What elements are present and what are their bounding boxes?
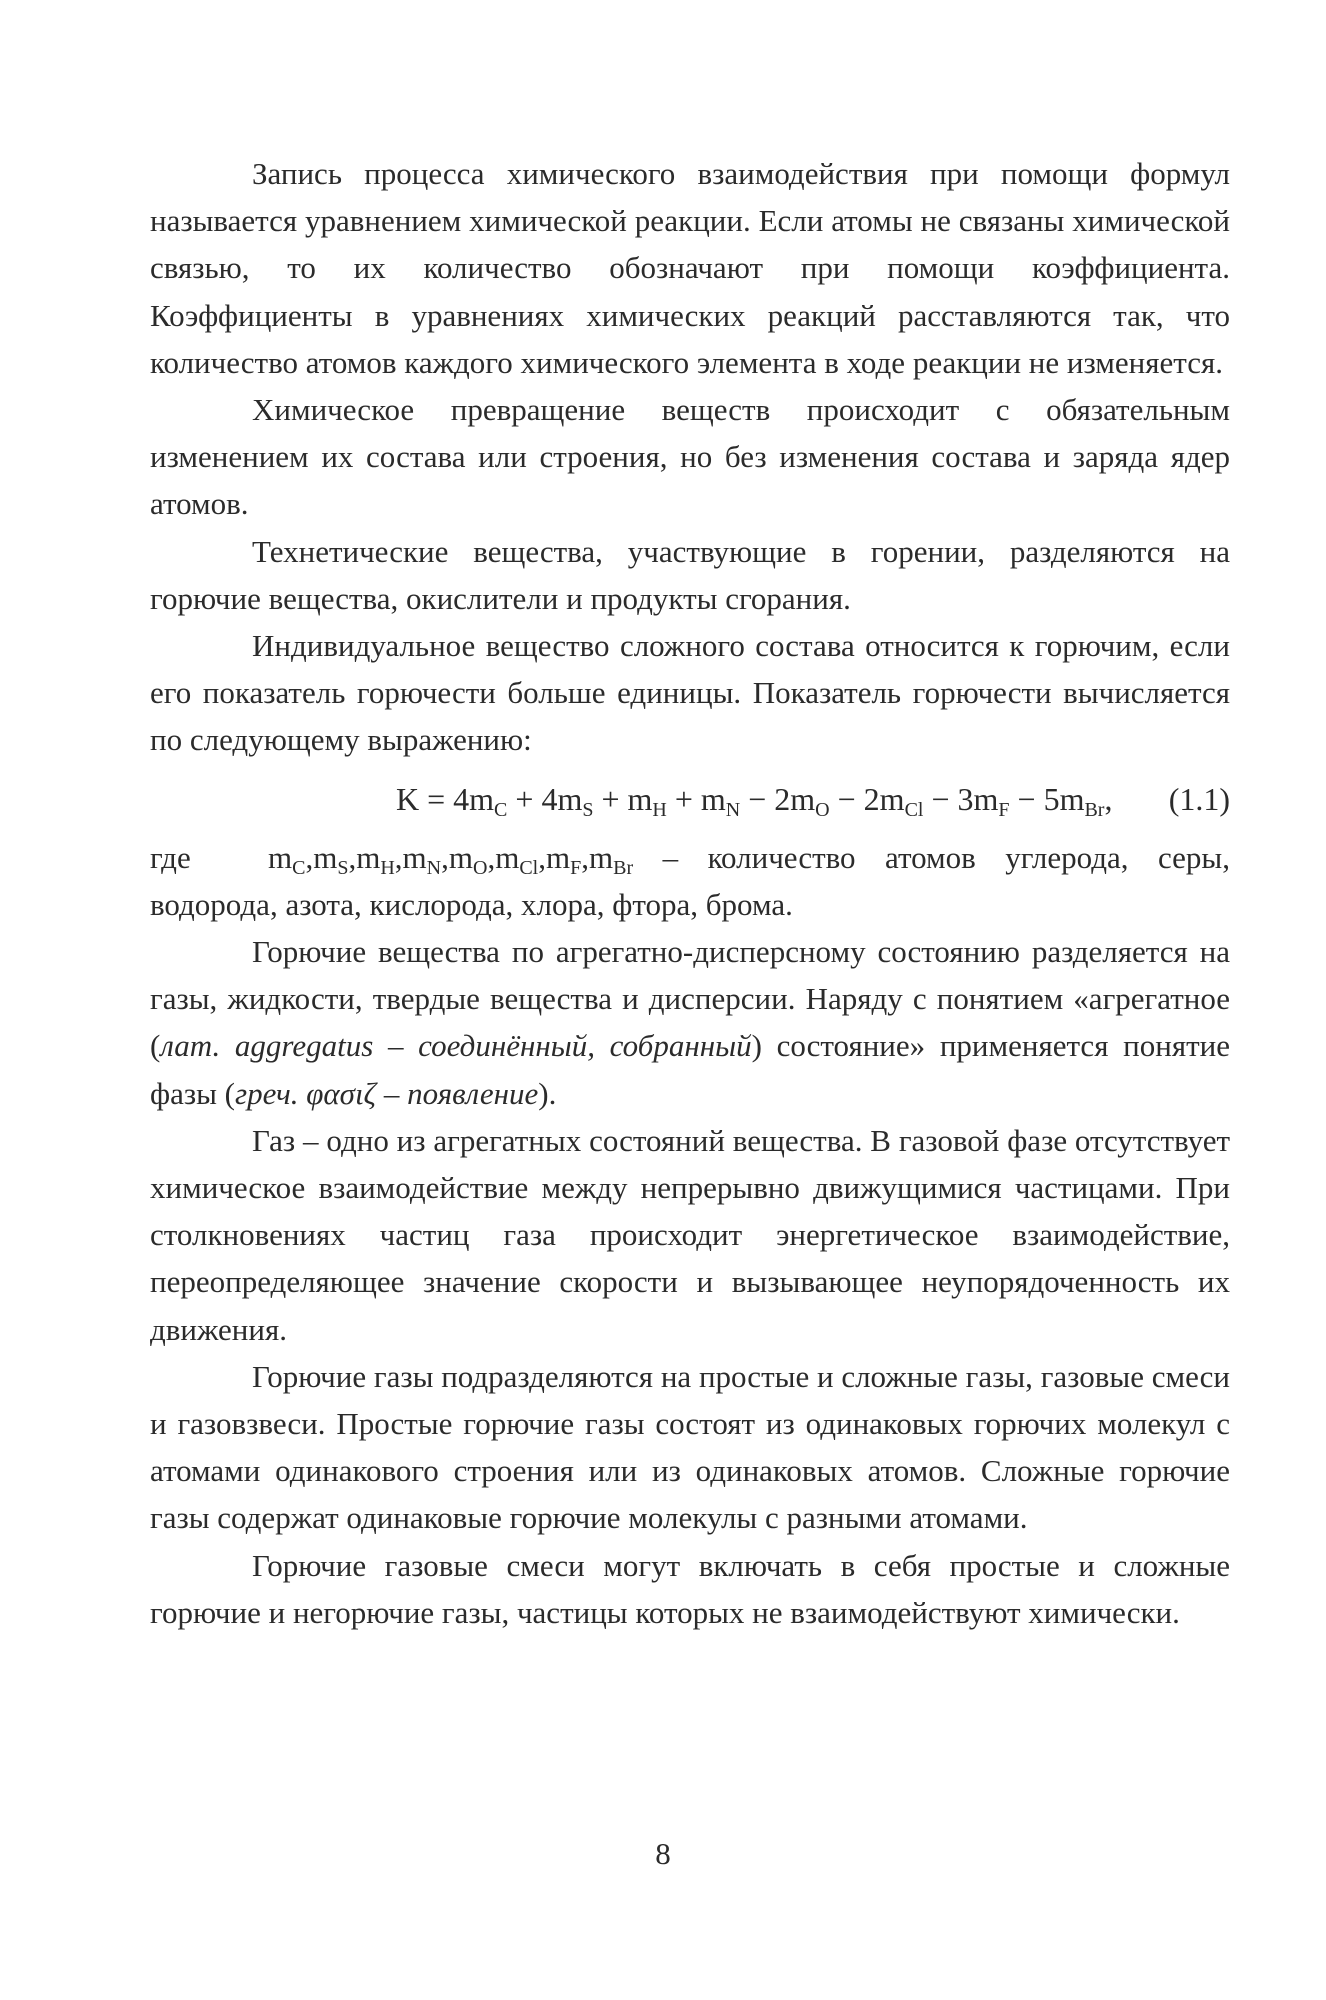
where-variables: $m_C,m_S,m_H,m_N,m_O,m_{Cl},m_F,m_{Br}$ <box>268 839 634 879</box>
where-label: где <box>150 839 191 875</box>
paragraph-gas-state: Газ – одно из агрегатных состояний вещества. В газовой фазе отсутствует химическое взаимодействие между непрерывно движущимися частицами. При столкновениях частиц газа происходит энергетическое взаимодействие, переопределяющее значение скорости и вызывающее неупорядоченность их движения. <box>150 1122 1230 1347</box>
paragraph-gas-mixtures: Горючие газовые смеси могут включать в себя простые и сложные горючие и негорючие газы, частицы которых не взаимодействуют химически. <box>150 1547 1230 1630</box>
paragraph-combustible-gases: Горючие газы подразделяются на простые и сложные газы, газовые смеси и газовзвеси. Простые горючие газы состоят из одинаковых горючих молекул с атомами одинакового строения или из одинаковых атомов. Сложные горючие газы содержат одинаковые горючие молекулы с разными атомами. <box>150 1358 1230 1536</box>
formula-1-1 <box>150 764 1230 834</box>
paragraph-aggregate-states: Горючие вещества по агрегатно-дисперсному состоянию разделяется на газы, жидкости, твердые вещества и дисперсии. Наряду с понятием «агрегатное (лат. aggregatus – соединённый, собранный) состояние» применяется понятие фазы (греч. φασιζ – появление). <box>150 934 1230 1111</box>
page-number: 8 <box>655 1836 671 1871</box>
formula-expression: $K = 4m_C + 4m_S + m_H + m_N - 2m_O - 2m_{Cl} - 3m_F - 5m_{Br}$, <box>396 780 1113 821</box>
paragraph-chemical-transformation: Химическое превращение веществ происходит с обязательным изменением их состава или строения, но без изменения состава и заряда ядер атомов. <box>150 392 1230 522</box>
paragraph-reaction-equation: Запись процесса химического взаимодействия при помощи формул называется уравнением химической реакции. Если атомы не связаны химической связью, то их количество обозначают при помощи коэффициента. Коэффициенты в уравнениях химических реакций расставляются так, что количество атомов каждого химического элемента в ходе реакции не изменяется. <box>150 156 1230 380</box>
paragraph-technetic-substances: Технетические вещества, участвующие в горении, разделяются на горючие вещества, окислители и продукты сгорания. <box>150 533 1230 616</box>
paragraph-combustibility-index: Индивидуальное вещество сложного состава относится к горючим, если его показатель горючести больше единицы. Показатель горючести вычисляется по следующему выражению: <box>150 628 1230 758</box>
where-text: – количество атомов углерода, серы, водорода, азота, кислорода, хлора, фтора, брома. <box>150 839 1230 922</box>
formula-number: (1.1) <box>1168 780 1230 817</box>
page-body <box>150 150 1230 1636</box>
paragraph-where-definitions <box>150 834 1230 928</box>
